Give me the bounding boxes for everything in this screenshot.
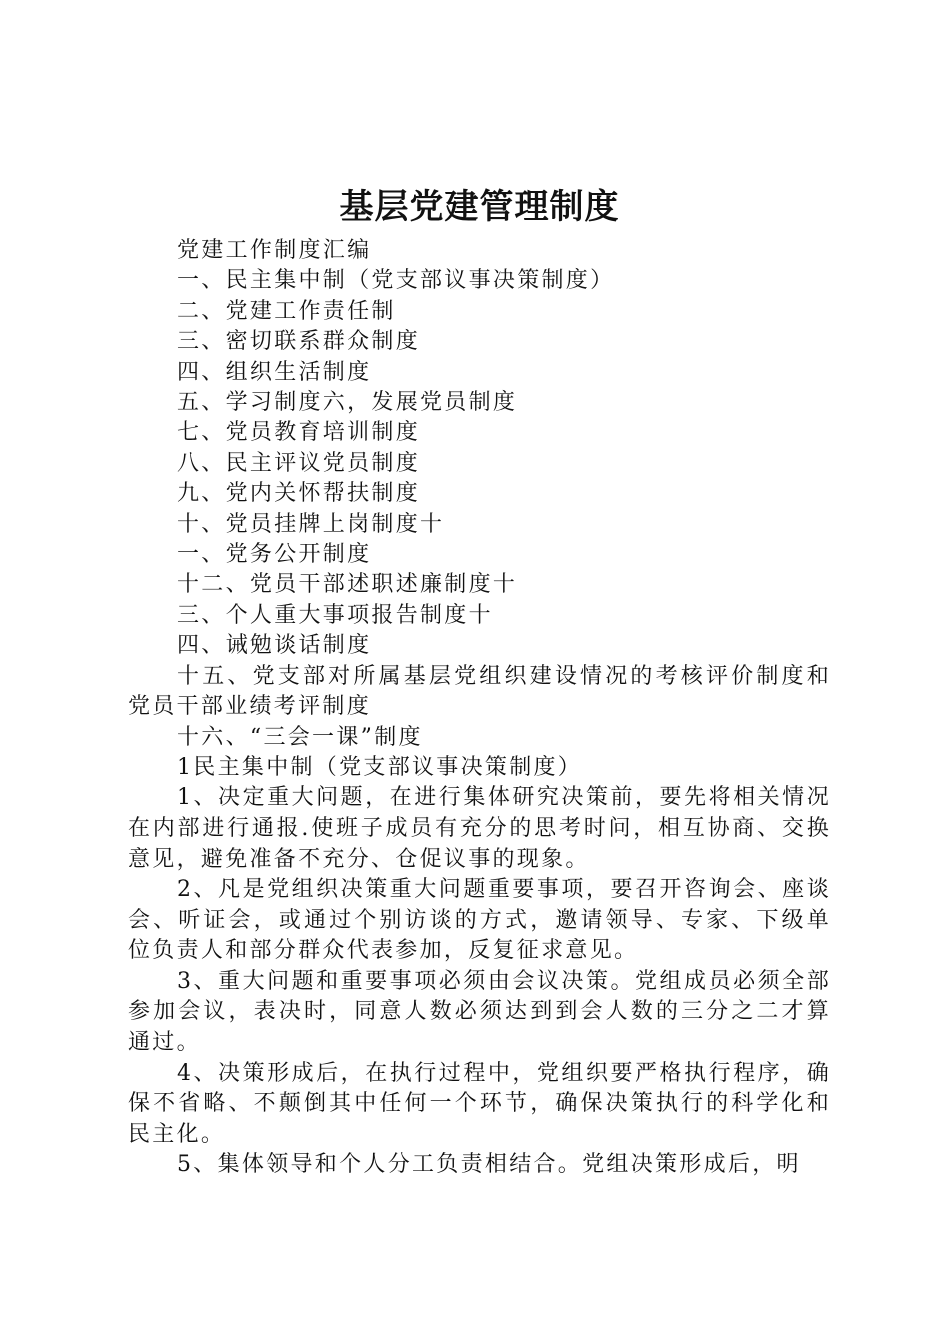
toc-item: 一、民主集中制（党支部议事决策制度） [177,268,615,294]
body-paragraph: 5、集体领导和个人分工负责相结合。党组决策形成后，明 [177,1152,801,1178]
body-paragraph: 4、决策形成后，在执行过程中，党组织要严格执行程序，确保不省略、不颠倒其中任何一个环节，确保决策执行的科学化和民主化。 [128,1060,831,1147]
toc-item: 七、党员教育培训制度 [177,420,421,446]
toc-item: 党建工作制度汇编 [177,238,372,263]
body-paragraph: 3、重大问题和重要事项必须由会议决策。党组成员必须全部参加会议，表决时，同意人数必须达到到会人数的三分之二才算通过。 [128,968,831,1056]
toc-item-long: 十五、党支部对所属基层党组织建设情况的考核评价制度和党员干部业绩考评制度 [128,663,831,720]
toc-item: 五、学习制度六，发展党员制度 [177,390,518,416]
toc-item: 二、党建工作责任制 [177,298,396,324]
toc-item: 十六、“三会一课”制度 [177,724,423,750]
body-paragraph: 2、凡是党组织决策重大问题重要事项，要召开咨询会、座谈会、听证会，或通过个别访谈的方式，邀请领导、专家、下级单位负责人和部分群众代表参加，反复征求意见。 [128,877,831,964]
document-page [128,180,831,1181]
toc-item: 一、党务公开制度 [177,542,372,568]
toc-item: 四、诫勉谈话制度 [177,633,372,659]
toc-item: 九、党内关怀帮扶制度 [177,481,421,507]
section-heading: 1民主集中制（党支部议事决策制度） [177,754,583,780]
toc-item: 四、组织生活制度 [177,359,372,385]
body-paragraph: 1、决定重大问题，在进行集体研究决策前，要先将相关情况在内部进行通报.使班子成员有充分的思考时问，相互协商、交换意见，避免准备不充分、仓促议事的现象。 [128,785,831,872]
toc-item: 八、民主评议党员制度 [177,450,421,476]
toc-item: 十二、党员干部述职述廉制度十 [177,572,518,598]
toc-item: 三、个人重大事项报告制度十 [177,602,493,628]
toc-item: 十、党员挂牌上岗制度十 [177,511,445,537]
toc-item: 三、密切联系群众制度 [177,329,421,355]
toc-list [128,236,831,753]
document-title: 基层党建管理制度 [339,187,620,227]
